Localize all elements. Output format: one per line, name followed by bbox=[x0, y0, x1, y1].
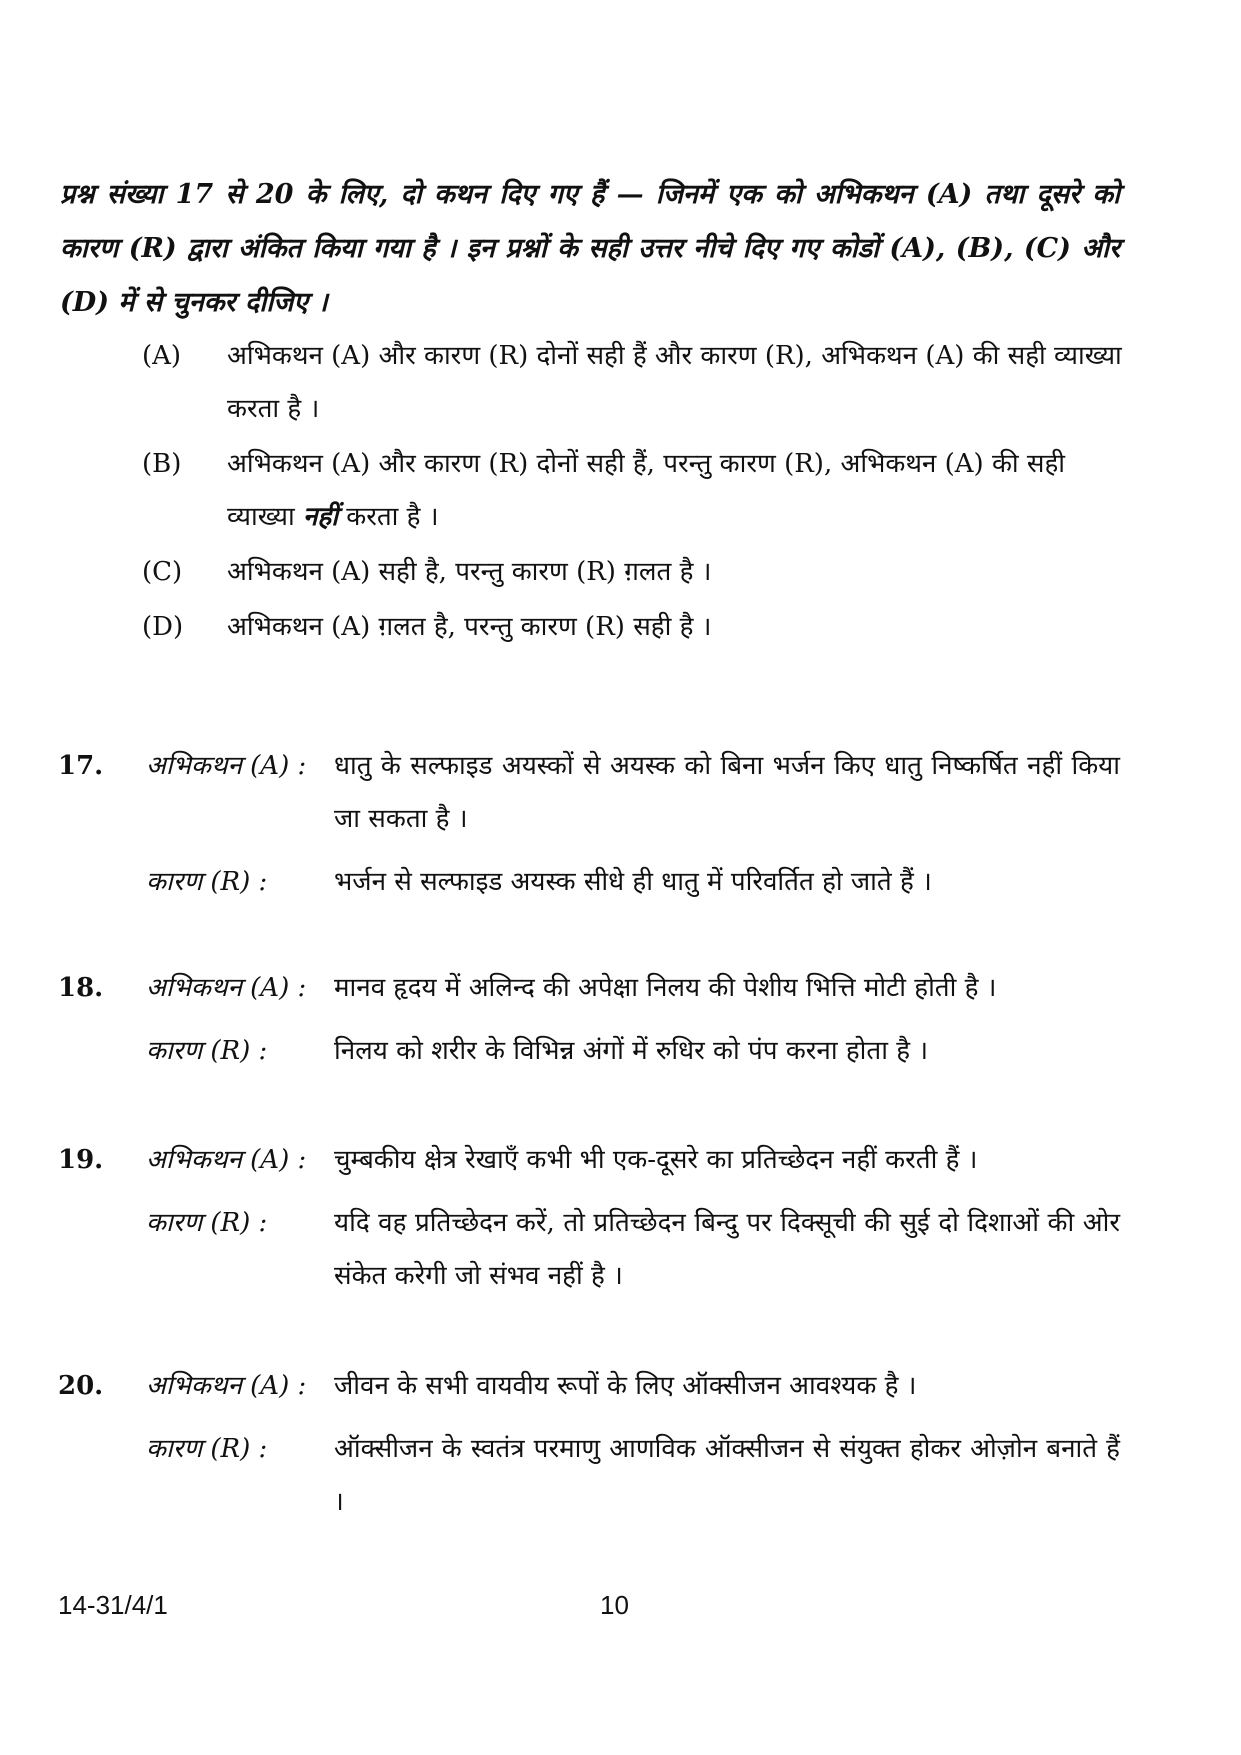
assertion-text: जीवन के सभी वायवीय रूपों के लिए ऑक्सीजन आवश्यक है । bbox=[334, 1371, 917, 1401]
assertion-row bbox=[58, 740, 1120, 846]
option-letter: (D) bbox=[142, 612, 184, 642]
question-number: 20. bbox=[58, 1371, 104, 1401]
assertion-text: मानव हृदय में अलिन्द की अपेक्षा निलय की पेशीय भित्ति मोटी होती है । bbox=[334, 973, 997, 1003]
assertion-text: चुम्बकीय क्षेत्र रेखाएँ कभी भी एक-दूसरे का प्रतिच्छेदन नहीं करती हैं । bbox=[334, 1145, 978, 1175]
option-text: अभिकथन (A) ग़लत है, परन्तु कारण (R) सही है । bbox=[227, 612, 712, 642]
option-a bbox=[142, 330, 1122, 436]
option-c bbox=[142, 546, 1122, 599]
assertion-row bbox=[58, 962, 1120, 1015]
question-number: 17. bbox=[58, 751, 104, 781]
assertion-row bbox=[58, 1134, 1120, 1187]
option-text bbox=[227, 438, 1122, 544]
reason-row bbox=[58, 1197, 1120, 1303]
assertion-row bbox=[58, 1360, 1120, 1413]
option-b bbox=[142, 438, 1122, 544]
option-letter: (C) bbox=[142, 557, 183, 587]
answer-code-list bbox=[142, 330, 1122, 656]
page-number: 10 bbox=[600, 1590, 629, 1620]
question-number: 18. bbox=[58, 973, 104, 1003]
reason-label: कारण (R) : bbox=[146, 1434, 268, 1464]
question-number: 19. bbox=[58, 1145, 104, 1175]
option-d bbox=[142, 601, 1122, 654]
question-20 bbox=[58, 1360, 1120, 1529]
reason-text: निलय को शरीर के विभिन्न अंगों में रुधिर को पंप करना होता है । bbox=[334, 1036, 929, 1066]
assertion-label: अभिकथन (A) : bbox=[146, 1145, 307, 1175]
assertion-text: धातु के सल्फाइड अयस्कों से अयस्क को बिना भर्जन किए धातु निष्कर्षित नहीं किया जा सकता है । bbox=[334, 751, 1120, 834]
reason-label: कारण (R) : bbox=[146, 867, 268, 897]
assertion-label: अभिकथन (A) : bbox=[146, 751, 307, 781]
reason-label: कारण (R) : bbox=[146, 1208, 268, 1238]
assertion-label: अभिकथन (A) : bbox=[146, 973, 307, 1003]
reason-text: ऑक्सीजन के स्वतंत्र परमाणु आणविक ऑक्सीजन से संयुक्त होकर ओज़ोन बनाते हैं । bbox=[334, 1434, 1120, 1517]
assertion-label: अभिकथन (A) : bbox=[146, 1371, 307, 1401]
question-17 bbox=[58, 740, 1120, 909]
option-letter: (B) bbox=[142, 449, 182, 479]
option-text-part: अभिकथन (A) और कारण (R) दोनों सही हैं, परन्तु कारण (R), अभिकथन (A) की सही व्याख्या bbox=[227, 449, 1066, 532]
reason-text: भर्जन से सल्फाइड अयस्क सीधे ही धातु में परिवर्तित हो जाते हैं । bbox=[334, 867, 932, 897]
option-letter: (A) bbox=[142, 341, 182, 371]
option-text: अभिकथन (A) और कारण (R) दोनों सही हैं और कारण (R), अभिकथन (A) की सही व्याख्या करता है । bbox=[227, 341, 1122, 424]
reason-label: कारण (R) : bbox=[146, 1036, 268, 1066]
option-text-part: करता है । bbox=[337, 502, 439, 532]
question-18 bbox=[58, 962, 1120, 1078]
reason-row bbox=[58, 1025, 1120, 1078]
reason-row bbox=[58, 856, 1120, 909]
paper-code: 14-31/4/1 bbox=[58, 1590, 168, 1620]
option-text: अभिकथन (A) सही है, परन्तु कारण (R) ग़लत है । bbox=[227, 557, 712, 587]
option-emphasis: नहीं bbox=[303, 502, 338, 532]
reason-text: यदि वह प्रतिच्छेदन करें, तो प्रतिच्छेदन बिन्दु पर दिक्सूची की सुई दो दिशाओं की ओर संकेत करेगी जो संभव नहीं है । bbox=[334, 1208, 1120, 1291]
instructions-paragraph: प्रश्न संख्या 17 से 20 के लिए, दो कथन दिए गए हैं — जिनमें एक को अभिकथन (A) तथा दूसरे को कारण (R) द्वारा अंकित किया गया है । इन प्रश्नों के सही उत्तर नीचे दिए गए कोडों (A), (B), (C) और (D) में से चुनकर दीजिए । bbox=[60, 179, 1120, 318]
question-19 bbox=[58, 1134, 1120, 1303]
reason-row bbox=[58, 1423, 1120, 1529]
